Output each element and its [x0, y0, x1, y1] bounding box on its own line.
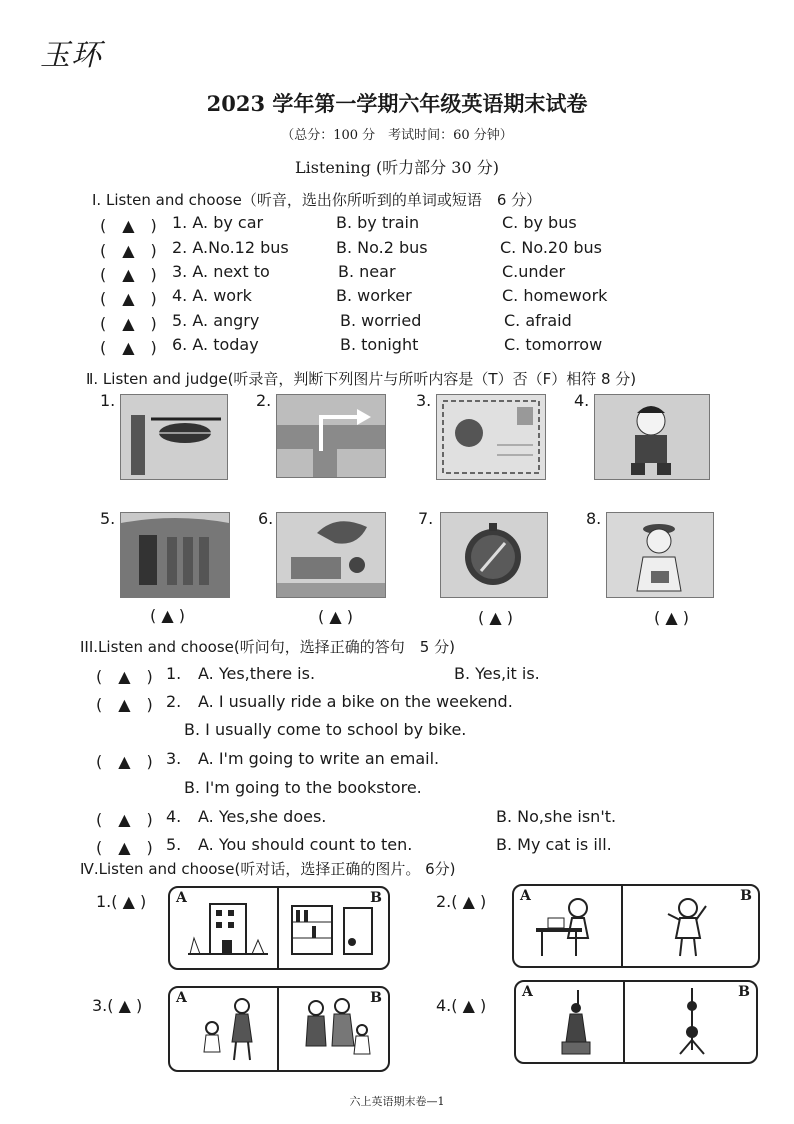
s2-answer-3: ( ▲ ) [478, 608, 513, 627]
s3-q3-option-b: B. I'm going to the bookstore. [184, 778, 422, 797]
s1-q6-paren: ( ▲ ) [100, 338, 157, 357]
girl-on-phone-drawing [648, 894, 728, 960]
s2-num-4: 4. [574, 391, 590, 410]
s2-num-7: 7. [418, 509, 434, 528]
library-shelves-drawing [288, 898, 378, 960]
s3-q3-num: 3. [166, 749, 182, 768]
s1-q3-option-a: 3. A. next to [172, 262, 270, 281]
s1-q2-option-b: B. No.2 bus [336, 238, 428, 257]
exam-subtitle: （总分：100 分 考试时间：60 分钟） [281, 128, 513, 143]
s1-q3-option-b: B. near [338, 262, 396, 281]
s3-q5-option-a: A. You should count to ten. [198, 835, 413, 854]
s1-q2-paren: ( ▲ ) [100, 241, 157, 260]
s2-answer-1: ( ▲ ) [150, 606, 185, 625]
s4-q1-picture-box [168, 886, 390, 970]
s4-q1-label-b: B [370, 890, 382, 906]
s3-q1-option-a: A. Yes,there is. [198, 664, 316, 683]
s2-num-1: 1. [100, 391, 116, 410]
picture-helicopter [120, 394, 228, 480]
s4-q1-label: 1.( ▲ ) [96, 892, 147, 911]
s2-answer-4: ( ▲ ) [654, 608, 689, 627]
s1-q1-option-b: B. by train [336, 213, 420, 232]
s3-q4-option-a: A. Yes,she does. [198, 807, 327, 826]
s3-q4-num: 4. [166, 807, 182, 826]
picture-turn-right-sign [276, 394, 386, 478]
s4-q2-label: 2.( ▲ ) [436, 892, 487, 911]
s4-q3-label: 3.( ▲ ) [92, 996, 143, 1015]
picture-girl-with-hat [606, 512, 714, 598]
s2-num-6: 6. [258, 509, 274, 528]
section2-heading: Ⅱ. Listen and judge(听录音，判断下列图片与所听内容是（T）否（F）相符 8 分) [86, 370, 637, 388]
s1-q5-option-b: B. worried [340, 311, 422, 330]
s4-q4-label-a: A [522, 984, 533, 1000]
s4-q2-label-b: B [740, 888, 752, 904]
s1-q6-option-b: B. tonight [340, 335, 419, 354]
s3-q4-paren: ( ▲ ) [96, 810, 153, 829]
s1-q2-option-c: C. No.20 bus [500, 238, 602, 257]
s2-num-5: 5. [100, 509, 116, 528]
s1-q5-option-c: C. afraid [504, 311, 572, 330]
s4-q4-picture-box [514, 980, 758, 1064]
s3-q3-option-a: A. I'm going to write an email. [198, 749, 440, 768]
s2-num-2: 2. [256, 391, 272, 410]
s4-q3-label-a: A [176, 990, 187, 1006]
oriental-pearl-tower-drawing [662, 986, 722, 1058]
s3-q1-num: 1. [166, 664, 182, 683]
s4-q3-label-b: B [370, 990, 382, 1006]
picture-boy-dreaming [276, 512, 386, 598]
hospital-building-drawing [186, 898, 270, 960]
handwritten-note: 玉环 [40, 38, 102, 73]
s4-q4-divider [623, 982, 625, 1062]
s3-q1-paren: ( ▲ ) [96, 667, 153, 686]
section3-heading: III.Listen and choose(听问句，选择正确的答句 5 分) [80, 638, 455, 656]
s1-q1-paren: ( ▲ ) [100, 216, 157, 235]
section1-heading: Ⅰ. Listen and choose（听音，选出你所听到的单词或短语 6 分） [92, 191, 542, 209]
s1-q5-paren: ( ▲ ) [100, 314, 157, 333]
picture-worried-man [594, 394, 710, 480]
s1-q4-paren: ( ▲ ) [100, 289, 157, 308]
s3-q1-option-b: B. Yes,it is. [454, 664, 540, 683]
s4-q3-divider [277, 988, 279, 1070]
s4-q3-picture-box [168, 986, 390, 1072]
section4-heading: Ⅳ.Listen and choose(听对话，选择正确的图片。 6分) [80, 860, 456, 878]
s4-q2-divider [621, 886, 623, 966]
picture-train [120, 512, 230, 598]
girl-at-desk-drawing [534, 894, 614, 960]
s1-q1-option-c: C. by bus [502, 213, 577, 232]
s4-q2-label-a: A [520, 888, 531, 904]
s1-q4-option-c: C. homework [502, 286, 608, 305]
s4-q1-label-a: A [176, 890, 187, 906]
family-group-drawing [292, 994, 376, 1064]
s1-q5-option-a: 5. A. angry [172, 311, 260, 330]
exam-title: 2023 学年第一学期六年级英语期末试卷 [206, 91, 588, 116]
s3-q5-num: 5. [166, 835, 182, 854]
s3-q5-paren: ( ▲ ) [96, 838, 153, 857]
s3-q3-paren: ( ▲ ) [96, 752, 153, 771]
s3-q2-option-b: B. I usually come to school by bike. [184, 720, 467, 739]
statue-of-liberty-drawing [546, 986, 606, 1058]
s2-num-3: 3. [416, 391, 432, 410]
s1-q6-option-c: C. tomorrow [504, 335, 603, 354]
picture-postcard [436, 394, 546, 480]
s3-q2-paren: ( ▲ ) [96, 695, 153, 714]
listening-part-title: Listening (听力部分 30 分) [295, 158, 499, 177]
s3-q2-num: 2. [166, 692, 182, 711]
s3-q2-option-a: A. I usually ride a bike on the weekend. [198, 692, 513, 711]
s2-answer-2: ( ▲ ) [318, 607, 353, 626]
page-footer: 六上英语期末卷—1 [349, 1095, 445, 1108]
family-walking-drawing [192, 994, 272, 1064]
s4-q4-label: 4.( ▲ ) [436, 996, 487, 1015]
s1-q1-option-a: 1. A. by car [172, 213, 264, 232]
s4-q4-label-b: B [738, 984, 750, 1000]
s1-q2-option-a: 2. A.No.12 bus [172, 238, 289, 257]
s4-q1-divider [277, 888, 279, 968]
s1-q3-option-c: C.under [502, 262, 566, 281]
s3-q4-option-b: B. No,she isn't. [496, 807, 617, 826]
s2-num-8: 8. [586, 509, 602, 528]
picture-compass [440, 512, 548, 598]
s1-q4-option-b: B. worker [336, 286, 412, 305]
s3-q5-option-b: B. My cat is ill. [496, 835, 612, 854]
s4-q2-picture-box [512, 884, 760, 968]
s1-q4-option-a: 4. A. work [172, 286, 252, 305]
s1-q3-paren: ( ▲ ) [100, 265, 157, 284]
s1-q6-option-a: 6. A. today [172, 335, 259, 354]
